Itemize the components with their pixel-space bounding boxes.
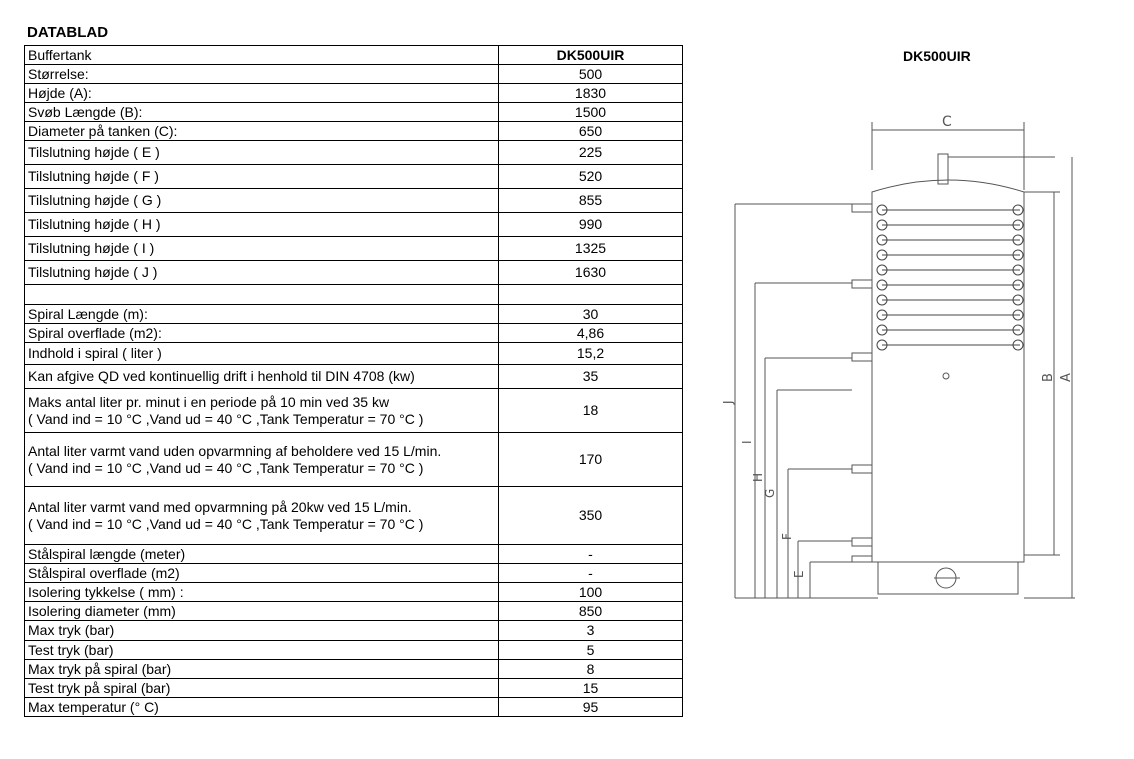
dim-label-f: F: [780, 533, 794, 540]
row-value: 990: [499, 213, 683, 237]
row-label: Isolering tykkelse ( mm) :: [25, 583, 499, 602]
row-value: -: [499, 564, 683, 583]
table-row: [25, 305, 683, 324]
row-value: 500: [499, 65, 683, 84]
row-value: 855: [499, 189, 683, 213]
connection-height-lines: [735, 204, 878, 598]
row-value: 4,86: [499, 324, 683, 343]
row-label: Spiral Længde (m):: [25, 305, 499, 324]
dim-label-g: G: [763, 488, 777, 498]
dim-label-e: E: [792, 570, 806, 578]
row-label: Tilslutning højde ( I ): [25, 237, 499, 261]
table-row: [25, 103, 683, 122]
table-row: [25, 237, 683, 261]
row-label: Antal liter varmt vand med opvarmning på 20kw ved 15 L/min. ( Vand ind = 10 °C ,Vand ud = 40 °C ,Tank Temperatur = 70 °C ): [25, 487, 499, 545]
row-label: Stålspiral længde (meter): [25, 545, 499, 564]
row-label: Stålspiral overflade (m2): [25, 564, 499, 583]
header-model: DK500UIR: [499, 46, 683, 65]
row-label: Kan afgive QD ved kontinuellig drift i henhold til DIN 4708 (kw): [25, 365, 499, 389]
document-title: DATABLAD: [27, 24, 109, 41]
row-label: Tilslutning højde ( G ): [25, 189, 499, 213]
dim-label-c: C: [942, 114, 952, 130]
row-value: 15: [499, 679, 683, 698]
row-label: Indhold i spiral ( liter ): [25, 343, 499, 365]
table-row: [25, 122, 683, 141]
table-row: [25, 343, 683, 365]
row-value: 5: [499, 641, 683, 660]
row-label: Test tryk (bar): [25, 641, 499, 660]
table-row: [25, 141, 683, 165]
row-label: Test tryk på spiral (bar): [25, 679, 499, 698]
header-label: Buffertank: [25, 46, 499, 65]
table-row: [25, 641, 683, 660]
dim-label-h: H: [751, 472, 765, 482]
row-value: 850: [499, 602, 683, 621]
row-value: 650: [499, 122, 683, 141]
row-value: 1630: [499, 261, 683, 285]
table-row: [25, 165, 683, 189]
heat-exchanger-coil: [877, 205, 1023, 350]
tank-body: [872, 180, 1024, 562]
table-row: [25, 433, 683, 487]
row-label: Diameter på tanken (C):: [25, 122, 499, 141]
table-row: [25, 621, 683, 641]
table-row: [25, 583, 683, 602]
table-row: [25, 660, 683, 679]
row-value: 8: [499, 660, 683, 679]
row-label: Isolering diameter (mm): [25, 602, 499, 621]
table-row: [25, 487, 683, 545]
side-nozzles: [852, 204, 872, 562]
row-value: 18: [499, 389, 683, 433]
dim-label-b: B: [1041, 373, 1056, 382]
table-row: [25, 84, 683, 103]
row-value: 35: [499, 365, 683, 389]
row-label: Spiral overflade (m2):: [25, 324, 499, 343]
row-label: Tilslutning højde ( J ): [25, 261, 499, 285]
row-value: 1830: [499, 84, 683, 103]
table-row: [25, 261, 683, 285]
row-label: Max tryk på spiral (bar): [25, 660, 499, 679]
table-header-row: [25, 46, 683, 65]
row-value: 95: [499, 698, 683, 717]
table-row: [25, 698, 683, 717]
row-label: Størrelse:: [25, 65, 499, 84]
spec-table: [24, 45, 683, 717]
row-value: 225: [499, 141, 683, 165]
row-label: Max temperatur (° C): [25, 698, 499, 717]
table-row: [25, 213, 683, 237]
row-label: Max tryk (bar): [25, 621, 499, 641]
row-label: Tilslutning højde ( F ): [25, 165, 499, 189]
row-value: -: [499, 545, 683, 564]
table-row: [25, 285, 683, 305]
row-value: 15,2: [499, 343, 683, 365]
dim-label-i: I: [740, 440, 754, 444]
top-nozzle: [938, 154, 948, 184]
table-row: [25, 65, 683, 84]
row-label: Svøb Længde (B):: [25, 103, 499, 122]
sensor-port: [943, 373, 949, 379]
tank-drawing: [720, 100, 1080, 610]
table-row: [25, 679, 683, 698]
row-label: [25, 285, 499, 305]
row-label: Antal liter varmt vand uden opvarmning af beholdere ved 15 L/min. ( Vand ind = 10 °C ,Vand ud = 40 °C ,Tank Temperatur = 70 °C ): [25, 433, 499, 487]
drawing-title: DK500UIR: [903, 48, 971, 64]
table-row: [25, 545, 683, 564]
dim-label-j: J: [721, 400, 735, 404]
row-value: 520: [499, 165, 683, 189]
dim-label-a: A: [1059, 373, 1074, 382]
table-row: [25, 389, 683, 433]
row-value: 3: [499, 621, 683, 641]
row-label: Tilslutning højde ( E ): [25, 141, 499, 165]
row-label: Maks antal liter pr. minut i en periode på 10 min ved 35 kw ( Vand ind = 10 °C ,Vand ud = 40 °C ,Tank Temperatur = 70 °C ): [25, 389, 499, 433]
row-value: 170: [499, 433, 683, 487]
row-value: 30: [499, 305, 683, 324]
row-label: Tilslutning højde ( H ): [25, 213, 499, 237]
row-value: 350: [499, 487, 683, 545]
row-value: 100: [499, 583, 683, 602]
table-row: [25, 564, 683, 583]
table-row: [25, 324, 683, 343]
row-value: 1325: [499, 237, 683, 261]
row-value: [499, 285, 683, 305]
row-value: 1500: [499, 103, 683, 122]
table-row: [25, 189, 683, 213]
table-row: [25, 365, 683, 389]
table-row: [25, 602, 683, 621]
row-label: Højde (A):: [25, 84, 499, 103]
